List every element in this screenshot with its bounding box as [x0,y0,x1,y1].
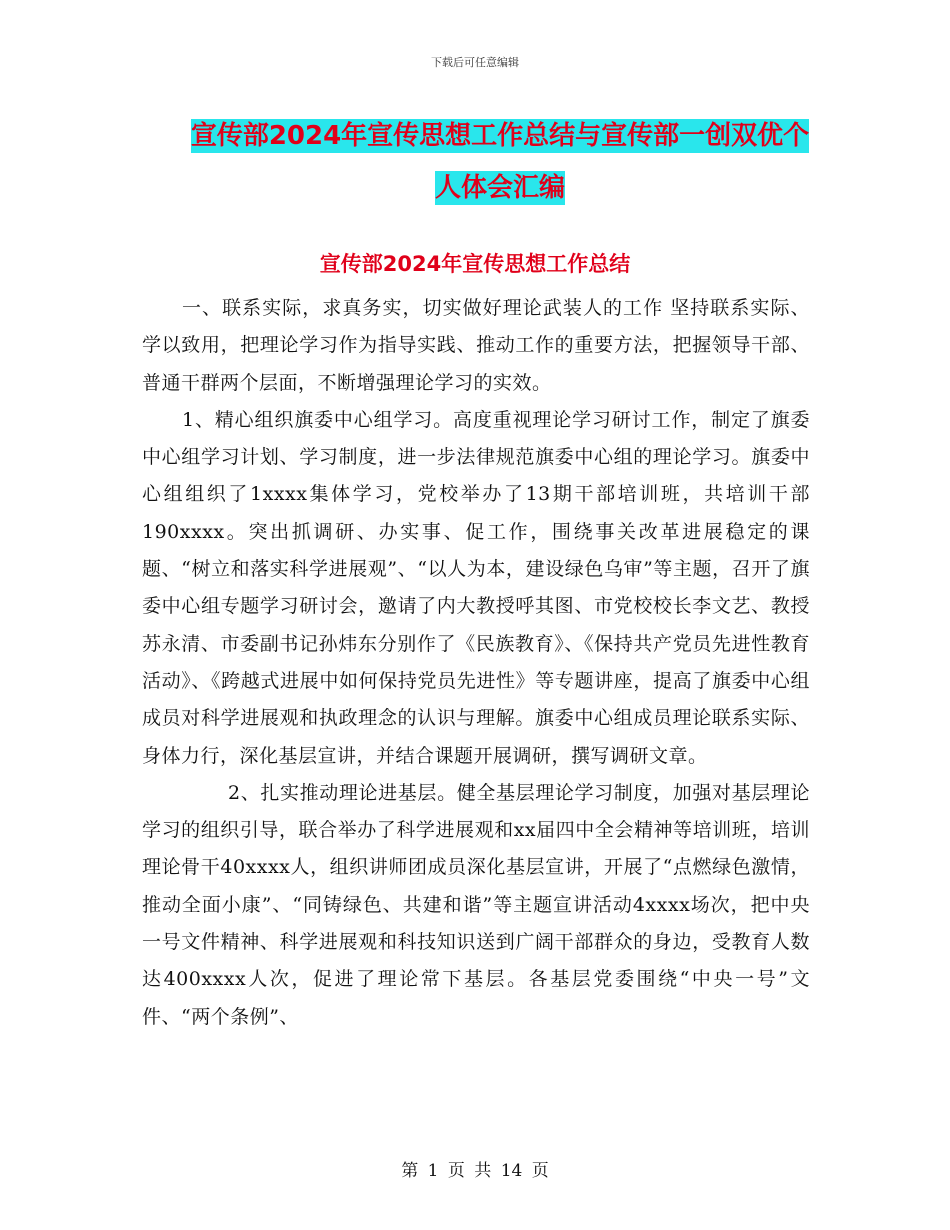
page-header-note: 下载后可任意编辑 [431,56,519,69]
paragraph-1: 一、联系实际，求真务实，切实做好理论武装人的工作 坚持联系实际、学以致用，把理论学习作为指导实践、推动工作的重要方法，把握领导干部、普通干群两个层面，不断增强理论学习的实效。 [142,297,810,394]
paragraph-3: 2、扎实推动理论进基层。健全基层理论学习制度，加强对基层理论学习的组织引导，联合举办了科学进展观和xx届四中全会精神等培训班，培训理论骨干40xxxx人，组织讲师团成员深化基层宣讲，开展了“点燃绿色激情，推动全面小康”、“同铸绿色、共建和谐”等主题宣讲活动4xxxx场次，把中央一号文件精神、科学进展观和科技知识送到广阔干部群众的身边，受教育人数达400xxxx人次，促进了理论常下基层。各基层党委围绕“中央一号”文件、“两个条例”、 [142,781,810,1028]
page-footer-page-number: 第 1 页 共 14 页 [401,1161,549,1181]
paragraph-2: 1、精心组织旗委中心组学习。高度重视理论学习研讨工作，制定了旗委中心组学习计划、学习制度，进一步法律规范旗委中心组的理论学习。旗委中心组组织了1xxxx集体学习，党校举办了13期干部培训班，共培训干部190xxxx。突出抓调研、办实事、促工作，围绕事关改革进展稳定的课题、“树立和落实科学进展观”、“以人为本，建设绿色乌审”等主题，召开了旗委中心组专题学习研讨会，邀请了内大教授呼其图、市党校校长李文艺、教授苏永清、市委副书记孙炜东分别作了《民族教育》、《保持共产党员先进性教育活动》、《跨越式进展中如何保持党员先进性》等专题讲座，提高了旗委中心组成员对科学进展观和执政理念的认识与理解。旗委中心组成员理论联系实际、身体力行，深化基层宣讲，并结合课题开展调研，撰写调研文章。 [142,408,810,767]
document-body [142,290,810,1036]
document-title-line-1: 宣传部2024年宣传思想工作总结与宣传部一创双优个 [190,121,810,151]
section-title: 宣传部2024年宣传思想工作总结 [319,252,631,276]
document-title-line-2: 人体会汇编 [434,173,565,203]
document-title [140,110,860,214]
